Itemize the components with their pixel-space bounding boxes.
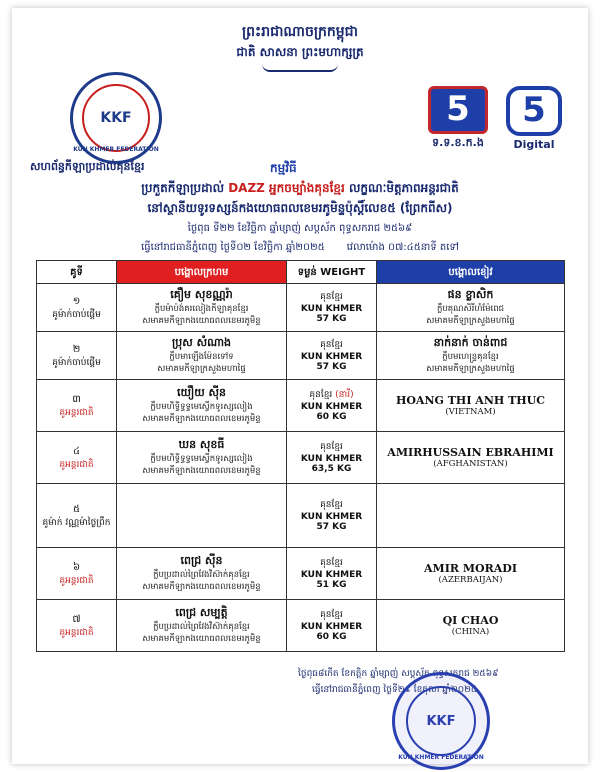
- title-suffix: លក្ខណៈមិត្តភាពអន្តរជាតិ: [349, 181, 459, 195]
- table-header-row: [37, 261, 565, 284]
- red-fighter-club: ក្លឹបមហិទ្ធិទ្ធទ្ធមេស្វើកទូរស្សលៀង: [150, 453, 253, 464]
- bout-number-cell: [37, 432, 117, 484]
- weight-cell: [287, 600, 377, 652]
- blue-fighter-country: (CHINA): [451, 627, 490, 637]
- bout-number: ៥: [72, 503, 81, 515]
- digital-logo-number: 5: [506, 86, 562, 136]
- table-row: [37, 332, 565, 380]
- weight-style-en: KUN KHMER: [300, 402, 363, 412]
- kingdom-title: ព្រះរាជាណាចក្រកម្ពុជា: [241, 24, 358, 40]
- red-fighter-name: ពេជ្រ ស៊ីន: [180, 553, 223, 567]
- red-fighter-name: ឃន សុខធី: [178, 437, 225, 451]
- red-fighter-club: ក្លឹបម៉ាប៉ង់គរលៀងកីឡាគុនខ្មែរ: [154, 303, 249, 314]
- kkf-logo-text: KKF: [82, 84, 150, 152]
- bout-number-cell: [37, 332, 117, 380]
- table-row: [37, 432, 565, 484]
- bout-number-cell: [37, 284, 117, 332]
- footer-signing-date: ធ្វើនៅរាជធានីភ្នំពេញ ថ្ងៃទី២៩ ខែតុលា ឆ្នាំ២០២៥: [312, 685, 478, 695]
- table-row: [37, 380, 565, 432]
- motto-ornament: [262, 64, 338, 72]
- event-date-time: [12, 240, 588, 255]
- red-fighter-association: សមាគមកីឡាកងយោធពលខេមរភូមិន្ទ: [142, 581, 261, 592]
- blue-fighter-cell: [377, 600, 565, 652]
- weight-style-kh: គុនខ្មែរ: [320, 558, 343, 568]
- red-fighter-club: ក្លឹបប្រដាល់ព្រៃវែងវិស៊ាក់គុនខ្មែរ: [153, 621, 250, 632]
- bout-number: ១: [72, 295, 81, 307]
- blue-fighter-cell: [377, 380, 565, 432]
- weight-cell: [287, 484, 377, 548]
- bout-number: ២: [72, 343, 81, 355]
- kkf-logo-ring: KUN KHMER FEDERATION: [73, 146, 159, 153]
- event-venue: នៅស្ថានីយទូរទស្សន៍កងយោធពលខេមរភូមិន្ទប៉ុស្តិ៍លេខ៥ (ព្រែកពីស): [147, 201, 453, 215]
- bout-number: ៣: [72, 393, 81, 405]
- event-lunar-date: ថ្ងៃពុធ ទី២២ ខែវិច្ឆិកា ឆ្នាំម្សាញ់ សប្តស័ក ពុទ្ធសករាជ ២៥៦៩: [187, 223, 413, 234]
- bout-number-cell: [37, 548, 117, 600]
- weight-class: 51 KG: [316, 580, 347, 590]
- header-bout-no: គូទី: [37, 261, 117, 284]
- red-fighter-association: សមាគមកីឡាកងយោធពលខេមរភូមិន្ទ: [142, 633, 261, 644]
- weight-style-en: KUN KHMER: [300, 622, 363, 632]
- blue-fighter-association: សមាគមកីឡាក្រសួងមហាផ្ទៃ: [426, 363, 515, 374]
- org-name: សហព័ន្ធកីឡាប្រដាល់គុនខ្មែរ: [30, 160, 145, 173]
- red-fighter-name: ប្រុស សំណាង: [172, 335, 231, 349]
- weight-style-en: KUN KHMER: [300, 512, 363, 522]
- blue-fighter-country: (AFGHANISTAN): [433, 459, 508, 469]
- red-fighter-cell: [117, 484, 287, 548]
- blue-fighter-association: សមាគមកីឡាក្រសួងមហាផ្ទៃ: [426, 315, 515, 326]
- blue-fighter-club: ក្លឹបមហេន្ទ្រគុនខ្មែរ: [442, 351, 499, 362]
- weight-cell: [287, 332, 377, 380]
- blue-fighter-country: (VIETNAM): [445, 407, 496, 417]
- red-fighter-association: សមាគមកីឡាកងយោធពលខេមរភូមិន្ទ: [142, 465, 261, 476]
- weight-class: 60 KG: [316, 412, 347, 422]
- red-fighter-club: ក្លឹបមហិទ្ធិទ្ធទ្ធមេស្វើកទូរស្សលៀង: [150, 401, 253, 412]
- blue-fighter-name: ផន ខ្លាសិក: [447, 287, 494, 301]
- bout-number-cell: [37, 600, 117, 652]
- title-brand: DAZZ: [228, 181, 265, 195]
- red-fighter-cell: [117, 432, 287, 484]
- weight-cell: [287, 380, 377, 432]
- red-fighter-association: សមាគមកីឡាកងយោធពលខេមរភូមិន្ទ: [142, 315, 261, 326]
- blue-fighter-name: នាក់នាក់ ចាន់ពាជ: [433, 335, 508, 349]
- bout-number: ៧: [72, 613, 81, 625]
- digital-logo-caption: Digital: [513, 138, 555, 151]
- table-row: [37, 600, 565, 652]
- table-row: [37, 284, 565, 332]
- weight-style-en: KUN KHMER: [300, 352, 363, 362]
- weight-style-en: KUN KHMER: [300, 454, 363, 464]
- weight-style-kh: គុនខ្មែរ: [320, 442, 343, 452]
- blue-fighter-country: (AZERBAIJAN): [438, 575, 503, 585]
- red-fighter-cell: [117, 548, 287, 600]
- weight-class: 60 KG: [316, 632, 347, 642]
- blue-fighter-club: ក្លឹបគុណសិរីហំម៉ែពេជ: [436, 303, 505, 314]
- title-highlight: អ្នកចម្បាំងគុនខ្មែរ: [269, 181, 345, 195]
- red-fighter-name: ពេជ្រ សម្បត្តិ: [175, 605, 228, 619]
- blue-fighter-name: QI CHAO: [442, 614, 499, 627]
- program-label: កម្មវិធី: [270, 161, 297, 175]
- bout-type: គូម៉ាក់ វណ្ណម៉ាថ្ងៃព្រឹក: [42, 517, 111, 528]
- weight-style-en: KUN KHMER: [300, 570, 363, 580]
- red-fighter-cell: [117, 284, 287, 332]
- bout-number-cell: [37, 484, 117, 548]
- tv5-logo-caption: ទ.ទ.ខ.ក.ង: [432, 136, 484, 149]
- tv5-logo-number: 5: [428, 86, 488, 134]
- bout-type: គូអន្តរជាតិ: [59, 575, 94, 586]
- event-date: ធ្វើនៅរាជធានីភ្នំពេញ ថ្ងៃទី០២ ខែវិច្ឆិកា ឆ្នាំ២០២៥: [141, 242, 325, 253]
- blue-fighter-name: AMIR MORADI: [424, 562, 517, 575]
- red-fighter-name: គឿម សុខណ្ណរ៉ា: [170, 287, 233, 301]
- weight-cell: [287, 432, 377, 484]
- red-fighter-cell: [117, 600, 287, 652]
- header-blue-corner: បង្គោលខៀវ: [377, 261, 565, 284]
- bout-type: គូអន្តរជាតិ: [59, 459, 94, 470]
- weight-class: 57 KG: [316, 314, 347, 324]
- title-prefix: ប្រកួតកីឡាប្រដាល់: [141, 181, 225, 195]
- event-time: វេលាម៉ោង ០៧:៤៥នាទី តទៅ: [346, 242, 459, 253]
- seal-text: KKF: [406, 686, 476, 756]
- table-row: [37, 484, 565, 548]
- blue-fighter-cell: [377, 484, 565, 548]
- bout-number-cell: [37, 380, 117, 432]
- weight-style-kh: គុនខ្មែរ: [309, 390, 333, 400]
- blue-fighter-cell: [377, 548, 565, 600]
- weight-style-kh: គុនខ្មែរ: [320, 500, 343, 510]
- weight-class: 57 KG: [316, 522, 347, 532]
- red-fighter-club: ក្លឹបប្រដាល់ព្រៃវែងវិស៊ាក់គុនខ្មែរ: [153, 569, 250, 580]
- bout-number: ៤: [72, 445, 81, 457]
- seal-ring-text: KUN KHMER FEDERATION: [398, 754, 484, 761]
- tv5-digital-logo: [502, 86, 566, 151]
- blue-fighter-cell: [377, 284, 565, 332]
- weight-style-en: KUN KHMER: [300, 304, 363, 314]
- national-motto: ជាតិ សាសនា ព្រះមហាក្សត្រ: [236, 45, 364, 59]
- blue-fighter-name: HOANG THI ANH THUC: [395, 394, 546, 407]
- footer-lunar-date: ថ្ងៃពុធ៨កើត ខែកត្តិក ឆ្នាំម្សាញ់ សប្តស័ក ពុទ្ធសករាជ ២៥៦៩: [298, 669, 499, 679]
- red-fighter-cell: [117, 380, 287, 432]
- bout-type: គូអន្តរជាតិ: [59, 627, 94, 638]
- red-fighter-cell: [117, 332, 287, 380]
- bout-number: ៦: [72, 561, 81, 573]
- blue-fighter-name: AMIRHUSSAIN EBRAHIMI: [387, 446, 554, 459]
- header-red-corner: បង្គោលក្រហម: [117, 261, 287, 284]
- blue-fighter-cell: [377, 432, 565, 484]
- red-fighter-association: សមាគមកីឡាកងយោធពលខេមរភូមិន្ទ: [142, 413, 261, 424]
- kkf-seal-stamp: [392, 672, 490, 770]
- weight-style-kh: គុនខ្មែរ: [320, 610, 343, 620]
- event-title: [12, 180, 588, 198]
- bout-type: គូម៉ាក់ចាប់ផ្តើម: [52, 309, 101, 320]
- kkf-logo: [70, 72, 162, 164]
- header-weight: ទម្ងន់ WEIGHT: [287, 261, 377, 284]
- bout-type: គូអន្តរជាតិ: [59, 407, 94, 418]
- red-fighter-club: ក្លឹបមាឡើងម៉ែនទៅទ: [169, 351, 234, 362]
- fight-card-table: [36, 260, 565, 652]
- weight-class: 63,5 KG: [311, 464, 352, 474]
- weight-note: (នារី): [335, 390, 354, 400]
- table-row: [37, 548, 565, 600]
- bout-type: គូម៉ាក់ចាប់ផ្តើម: [52, 357, 101, 368]
- weight-style-kh: គុនខ្មែរ: [320, 292, 343, 302]
- weight-style-kh: គុនខ្មែរ: [320, 340, 343, 350]
- red-fighter-name: យឿយ ស៊ីន: [176, 385, 226, 399]
- blue-fighter-cell: [377, 332, 565, 380]
- weight-cell: [287, 548, 377, 600]
- program-document: [12, 8, 588, 764]
- weight-class: 57 KG: [316, 362, 347, 372]
- red-fighter-association: សមាគមកីឡាក្រសួងមហាផ្ទៃ: [157, 363, 246, 374]
- tv5-logo: [426, 86, 490, 149]
- weight-cell: [287, 284, 377, 332]
